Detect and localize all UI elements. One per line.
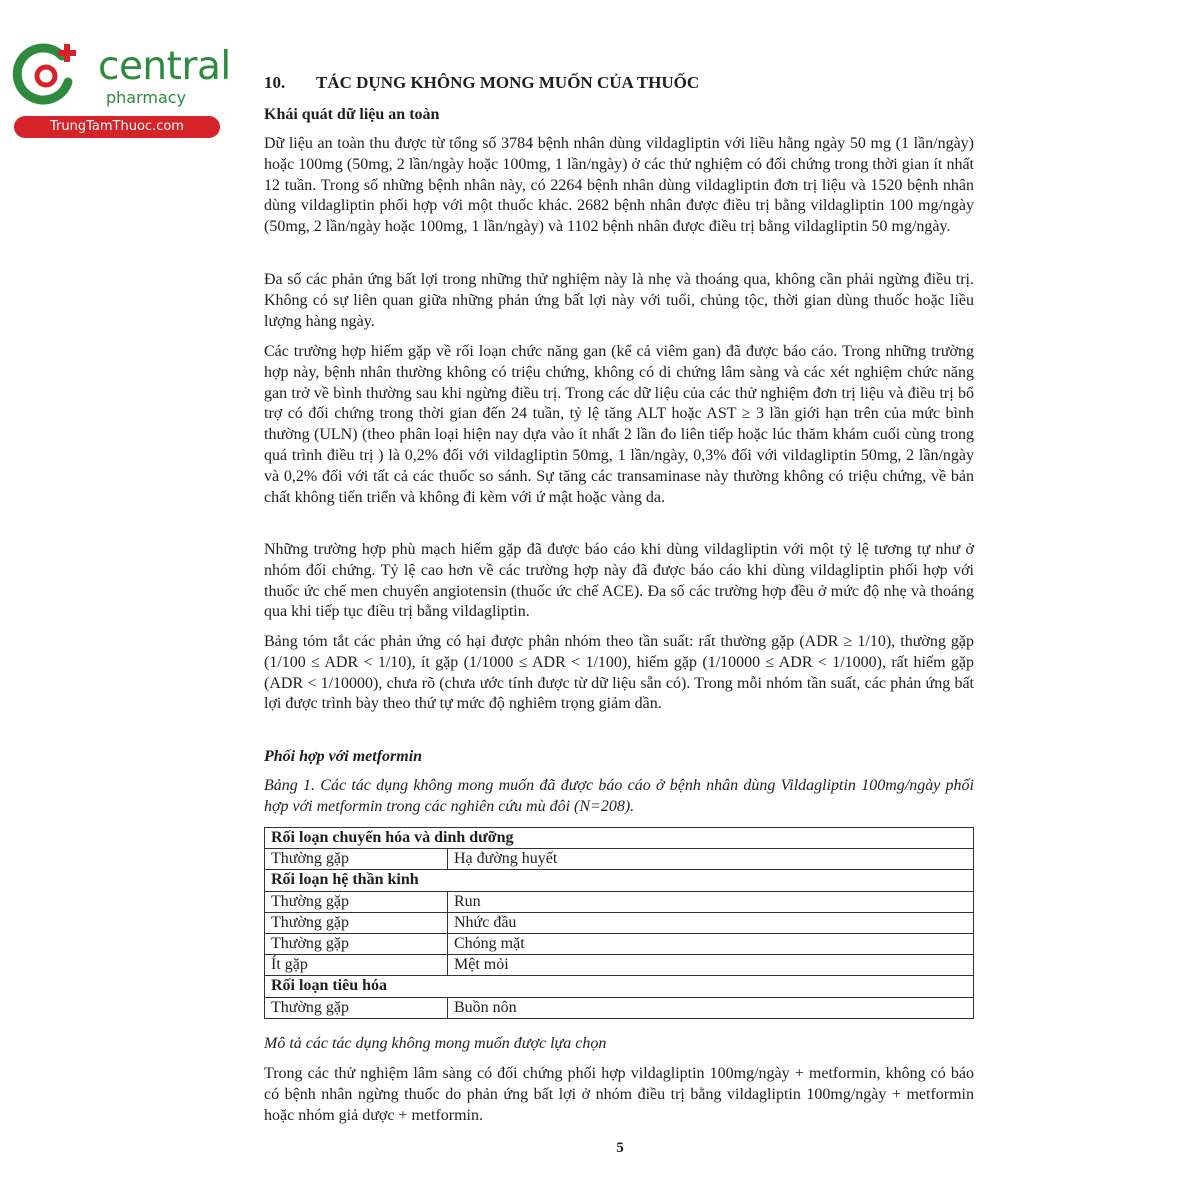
- frequency-cell: Thường gặp: [265, 891, 448, 912]
- reaction-cell: Mệt mỏi: [448, 955, 974, 976]
- brand-name: central: [98, 44, 231, 89]
- table-row: [265, 849, 974, 870]
- frequency-cell: Thường gặp: [265, 933, 448, 954]
- table-category-row: [265, 828, 974, 849]
- reaction-cell: Buồn nôn: [448, 997, 974, 1018]
- table-row: [265, 912, 974, 933]
- central-pharmacy-logo-icon: [10, 38, 82, 110]
- subheading-safety-data: Khái quát dữ liệu an toàn: [264, 106, 440, 123]
- paragraph-safety-data: Dữ liệu an toàn thu được từ tổng số 3784 bệnh nhân dùng vildagliptin với liều hằng ngày 50 mg (1 lần/ngày) hoặc 100mg (50mg, 2 lần/ngày hoặc 100mg, 1 lần/ngày) ở các thử nghiệm có đối chứng trong thời gian ít nhất 12 tuần. Trong số những bệnh nhân này, có 2264 bệnh nhân dùng vildagliptin đơn trị liệu và 1520 bệnh nhân dùng vildagliptin phối hợp với một thuốc khác. 2682 bệnh nhân được điều trị bằng vildagliptin 100 mg/ngày (50mg, 2 lần/ngày hoặc 100mg, 1 lần/ngày) và 1102 bệnh nhân được điều trị bằng vildagliptin 50 mg/ngày.: [264, 135, 974, 236]
- frequency-cell: Thường gặp: [265, 912, 448, 933]
- reaction-cell: Run: [448, 891, 974, 912]
- brand-url-badge: TrungTamThuoc.com: [14, 116, 220, 138]
- paragraph-liver-function: Các trường hợp hiếm gặp về rối loạn chức năng gan (kể cả viêm gan) đã được báo cáo. Trong những trường hợp này, bệnh nhân thường không có triệu chứng, không có di chứng lâm sàng và các xét nghiệm chức năng gan trở về bình thường sau khi ngừng điều trị. Trong các dữ liệu của các thử nghiệm đơn trị liệu và điều trị bổ trợ có đối chứng trong thời gian đến 24 tuần, tỷ lệ tăng ALT hoặc AST ≥ 3 lần giới hạn trên của mức bình thường (ULN) (theo phân loại hiện nay dựa vào ít nhất 2 lần đo liên tiếp hoặc lúc thăm khám cuối cùng trong quá trình điều trị ) là 0,2% đối với vildagliptin 50mg, 1 lần/ngày, 0,3% đối với vildagliptin 50mg, 2 lần/ngày và 0,2% đối với tất cả các thuốc so sánh. Sự tăng các transaminase này thường không có triệu chứng, về bản chất không tiến triển và không đi kèm với ứ mật hoặc vàng da.: [264, 343, 974, 506]
- category-cell: Rối loạn chuyển hóa và dinh dưỡng: [265, 828, 974, 849]
- combo-heading: Phối hợp với metformin: [264, 748, 423, 765]
- paragraph-frequency-classes: Bảng tóm tắt các phản ứng có hại được phân nhóm theo tần suất: rất thường gặp (ADR ≥ 1/10), thường gặp (1/100 ≤ ADR < 1/10), ít gặp (1/1000 ≤ ADR < 1/100), hiếm gặp (1/10000 ≤ ADR < 1/1000), rất hiếm gặp (ADR < 1/10000), chưa rõ (chưa ước tính được từ dữ liệu sẵn có). Trong mỗi nhóm tần suất, các phản ứng bất lợi được trình bày theo thứ tự mức độ nghiêm trọng giảm dần.: [264, 633, 974, 713]
- paragraph-angioedema: Những trường hợp phù mạch hiếm gặp đã được báo cáo khi dùng vildagliptin với một tỷ lệ tương tự như ở nhóm đối chứng. Tỷ lệ cao hơn về các trường hợp này đã được báo cáo khi dùng vildagliptin phối hợp với thuốc ức chế men chuyển angiotensin (thuốc ức chế ACE). Đa số các trường hợp đều ở mức độ nhẹ và thoáng qua khi tiếp tục điều trị bằng vildagliptin.: [264, 541, 974, 621]
- page-number: 5: [616, 1140, 624, 1156]
- table-row: [265, 933, 974, 954]
- selected-effects-heading: Mô tả các tác dụng không mong muốn được lựa chọn: [264, 1035, 607, 1052]
- table-row: [265, 997, 974, 1018]
- frequency-cell: Thường gặp: [265, 849, 448, 870]
- reaction-cell: Hạ đường huyết: [448, 849, 974, 870]
- pharmacy-logo: [10, 36, 231, 136]
- category-cell: Rối loạn tiêu hóa: [265, 976, 974, 997]
- section-title: [264, 72, 699, 94]
- table-row: [265, 955, 974, 976]
- table-category-row: [265, 976, 974, 997]
- table-caption: Bảng 1. Các tác dụng không mong muốn đã được báo cáo ở bệnh nhân dùng Vildagliptin 100mg/ngày phối hợp với metformin trong các nghiên cứu mù đôi (N=208).: [264, 777, 974, 815]
- table-category-row: [265, 870, 974, 891]
- category-cell: Rối loạn hệ thần kinh: [265, 870, 974, 891]
- section-title-text: TÁC DỤNG KHÔNG MONG MUỐN CỦA THUỐC: [316, 73, 700, 92]
- paragraph-mild-reactions: Đa số các phản ứng bất lợi trong những thử nghiệm này là nhẹ và thoáng qua, không cần phải ngừng điều trị. Không có sự liên quan giữa những phản ứng bất lợi này với tuổi, chủng tộc, thời gian dùng thuốc hoặc liều lượng hàng ngày.: [264, 271, 974, 330]
- frequency-cell: Ít gặp: [265, 955, 448, 976]
- paragraph-metformin-trials: Trong các thử nghiệm lâm sàng có đối chứng phối hợp vildagliptin 100mg/ngày + metformin, không có báo có bệnh nhân ngừng thuốc do phản ứng bất lợi ở nhóm điều trị bằng vildagliptin 100mg/ngày + metformin hoặc nhóm giả dược + metformin.: [264, 1065, 974, 1124]
- frequency-cell: Thường gặp: [265, 997, 448, 1018]
- reaction-cell: Nhức đầu: [448, 912, 974, 933]
- reaction-cell: Chóng mặt: [448, 933, 974, 954]
- brand-subtitle: pharmacy: [106, 88, 187, 107]
- adverse-reactions-table: [264, 827, 974, 1019]
- section-number: 10.: [264, 73, 286, 92]
- table-row: [265, 891, 974, 912]
